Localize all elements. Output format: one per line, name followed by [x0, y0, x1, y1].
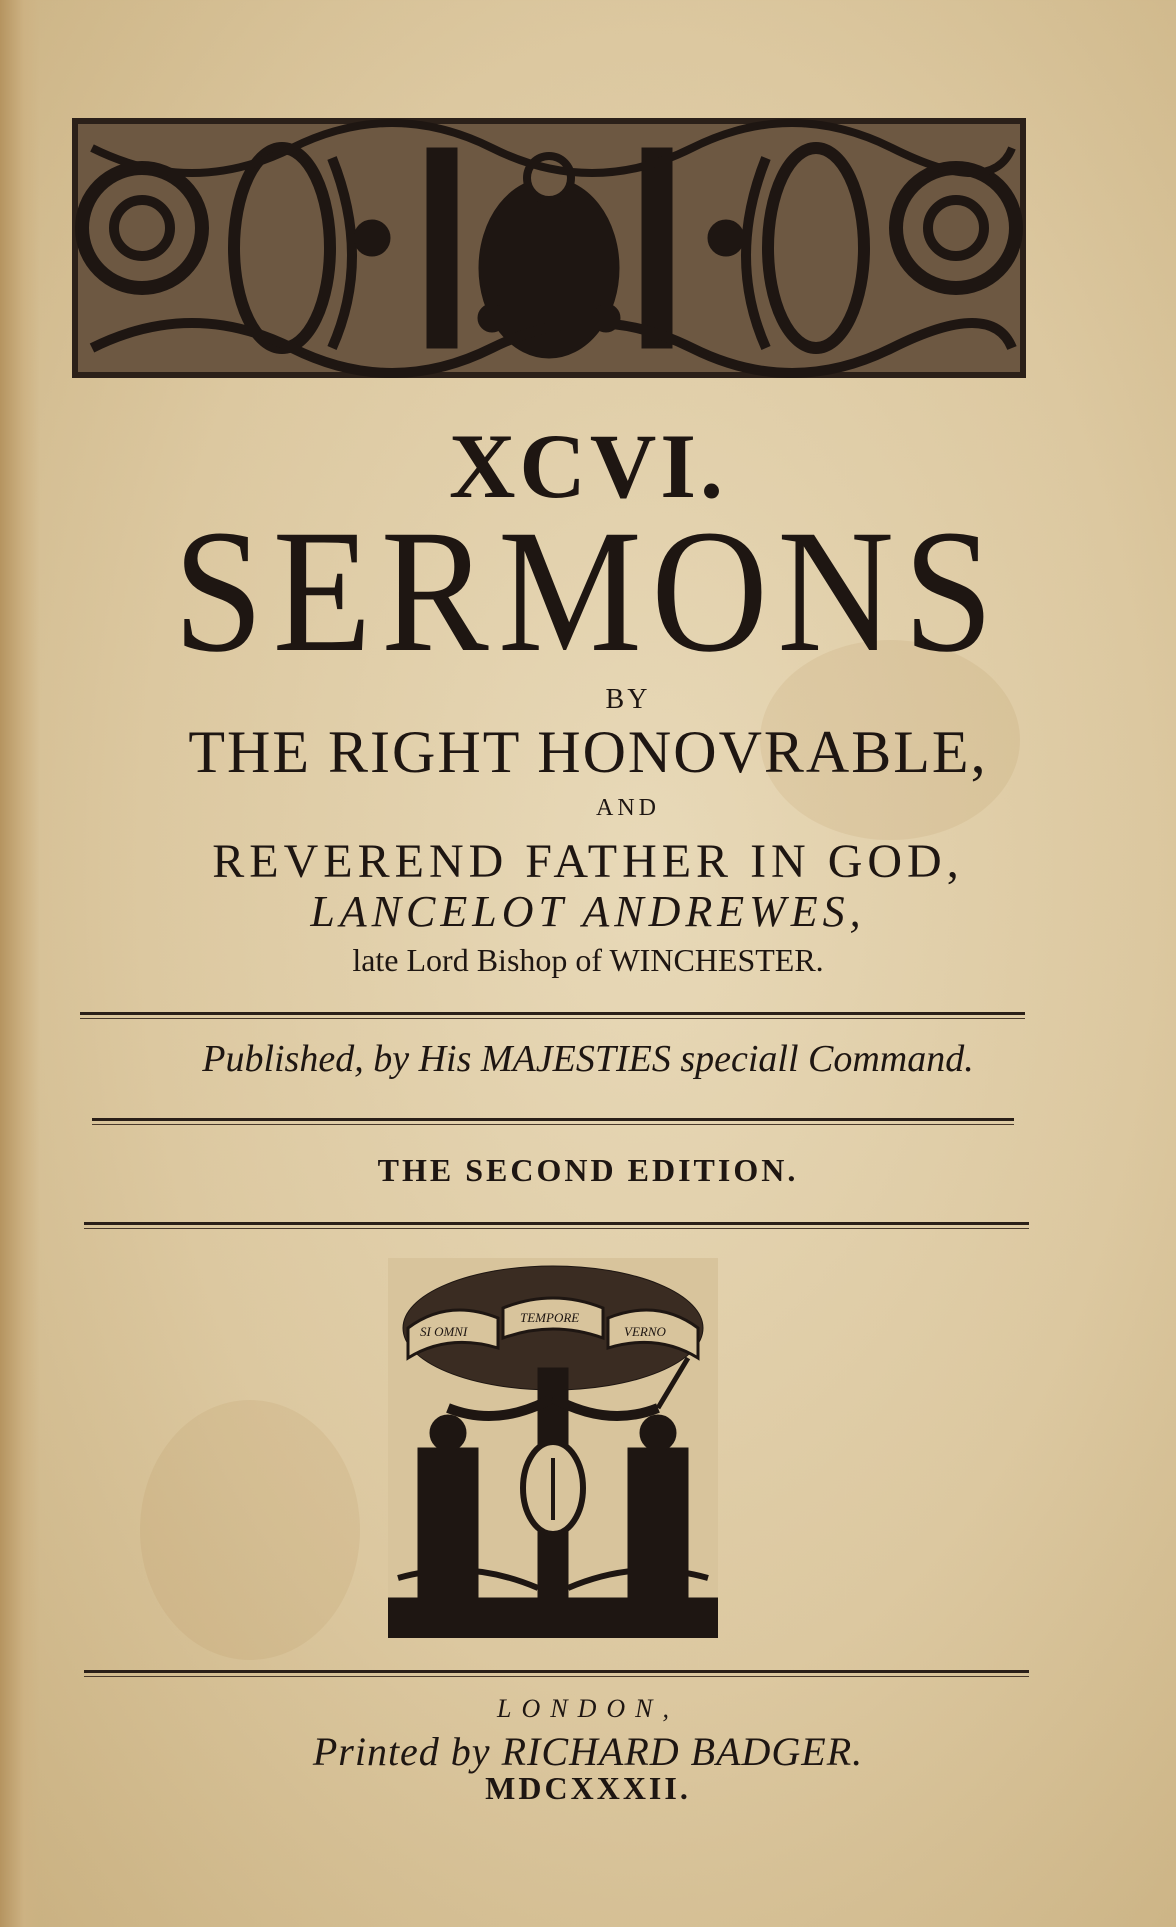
paper-stain [140, 1400, 360, 1660]
device-motto-1: SI OMNI [420, 1324, 468, 1339]
by-line: BY [605, 684, 651, 715]
author-role: late Lord Bishop of WINCHESTER. [352, 942, 824, 978]
printers-device [388, 1258, 718, 1638]
divider-rule [84, 1676, 1029, 1677]
main-title: SERMONS [173, 494, 1003, 689]
device-motto-3: VERNO [624, 1324, 666, 1339]
device-motto-2: TEMPORE [520, 1310, 580, 1325]
imprint-year: MDCXXXII. [485, 1770, 691, 1806]
volume-number: XCVI. [448, 415, 728, 517]
imprint-place: LONDON, [497, 1694, 679, 1723]
divider-rule [84, 1222, 1029, 1225]
divider-rule [92, 1124, 1014, 1125]
and-line: AND [596, 795, 660, 821]
title-line-reverend: REVEREND FATHER IN GOD, [212, 835, 964, 888]
imprint-printer: Printed by RICHARD BADGER. [312, 1729, 864, 1774]
divider-rule [84, 1228, 1029, 1229]
published-note: Published, by His MAJESTIES speciall Command. [202, 1038, 974, 1080]
title-line-honourable: THE RIGHT HONOVRABLE, [188, 719, 988, 785]
edition-statement: THE SECOND EDITION. [377, 1152, 799, 1188]
divider-rule [92, 1118, 1014, 1121]
divider-rule [80, 1018, 1025, 1019]
ornamental-headpiece [72, 118, 1026, 378]
divider-rule [80, 1012, 1025, 1015]
author-name: LANCELOT ANDREWES, [310, 887, 866, 936]
divider-rule [84, 1670, 1029, 1673]
